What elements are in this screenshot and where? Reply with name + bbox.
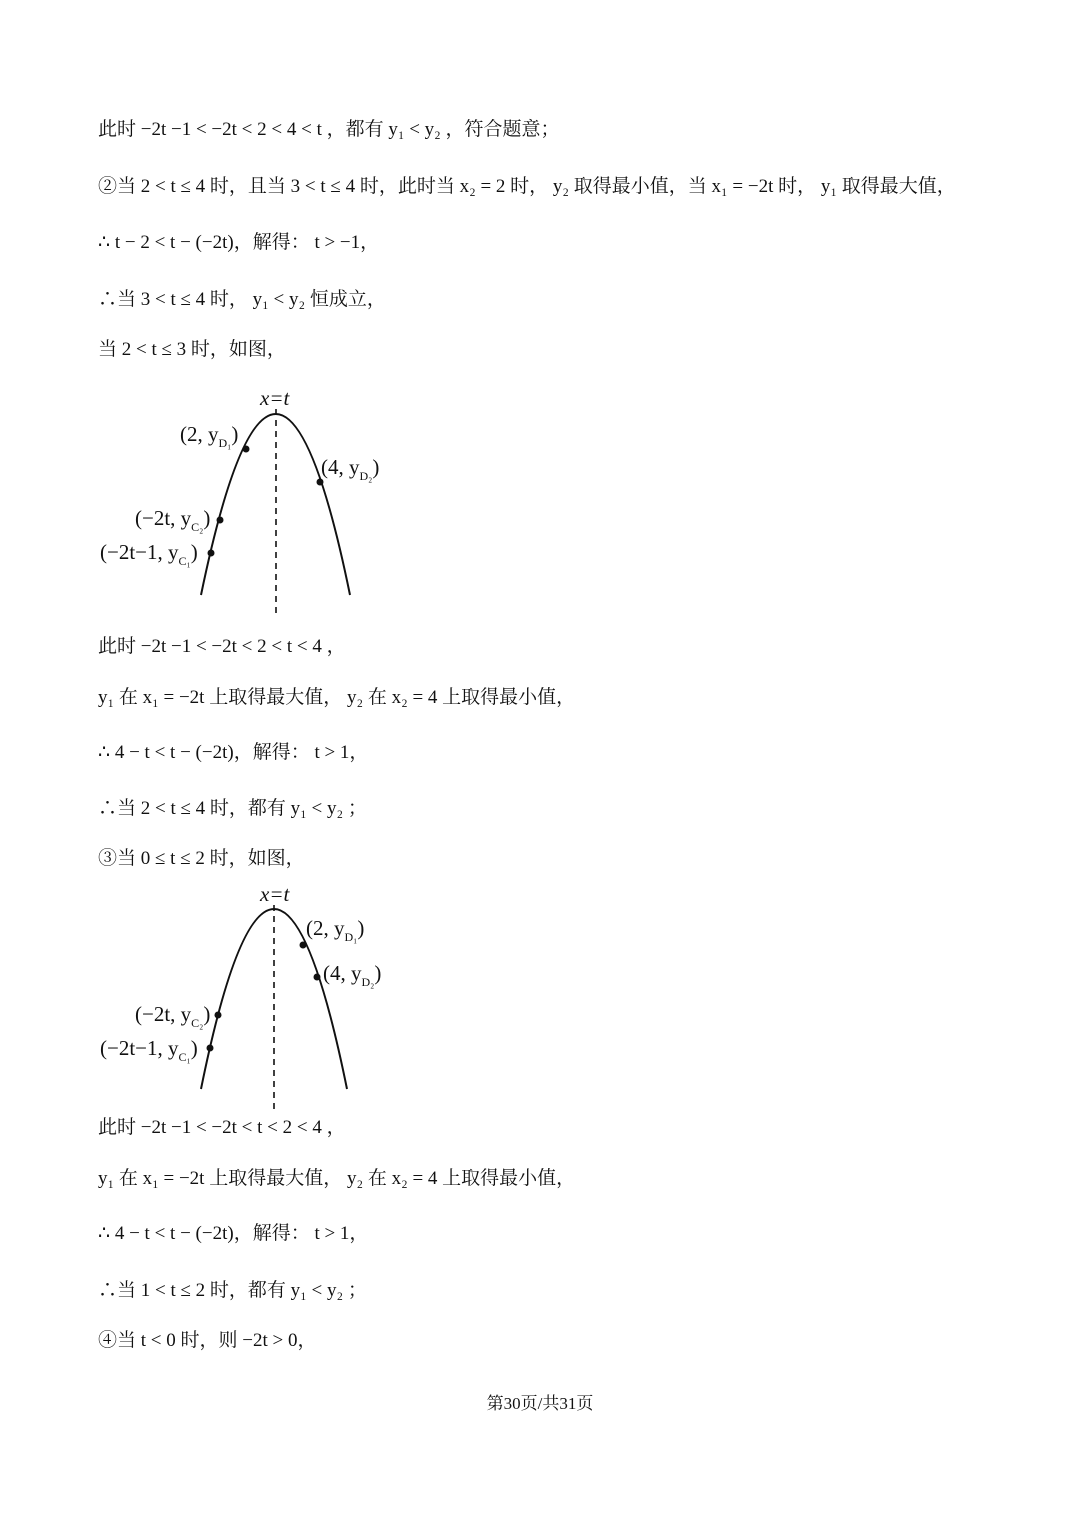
text-line-5: 当 2 < t ≤ 3 时，如图， (98, 339, 286, 360)
text-line-8: ∴ 4 − t < t − (−2t)，解得： t > 1， (98, 742, 369, 763)
label-c2: (−2t, $y_{C_2}$) (135, 1002, 211, 1030)
text-line-6: 此时 −2t −1 < −2t < 2 < t < 4 ， (98, 636, 346, 657)
label-c1: (−2t−1, $y_{C_1}$) (100, 1036, 198, 1064)
point-c1 (208, 550, 215, 557)
label-d2: (4, $y_{D_2}$) (321, 455, 380, 483)
point-c2 (215, 1012, 222, 1019)
text-line-11: 此时 −2t −1 < −2t < t < 2 < 4 ， (98, 1117, 346, 1138)
point-d2 (317, 479, 324, 486)
label-d2: (4, $y_{D_2}$) (323, 961, 382, 989)
text-line-13: ∴ 4 − t < t − (−2t)，解得： t > 1， (98, 1223, 369, 1244)
point-c1 (207, 1045, 214, 1052)
parabola-figure-2 (95, 879, 405, 1114)
text-line-4: ∴当 3 < t ≤ 4 时， y₁ < y₂ 恒成立， (98, 289, 386, 310)
text-line-14: ∴当 1 < t ≤ 2 时，都有 y₁ < y₂ ； (98, 1280, 367, 1301)
text-line-12: y₁ 在 x₁ = −2t 上取得最大值， y₂ 在 x₂ = 4 上取得最小值， (98, 1168, 576, 1189)
point-d1 (300, 942, 307, 949)
label-d1: (2, $y_{D_1}$) (306, 916, 365, 944)
text-line-10: ③当 0 ≤ t ≤ 2 时，如图， (98, 848, 305, 869)
axis-label: x=t (260, 386, 290, 410)
point-d2 (314, 974, 321, 981)
axis-label: x=t (260, 882, 290, 906)
text-line-3: ∴ t − 2 < t − (−2t)，解得： t > −1， (98, 232, 380, 253)
point-d1 (243, 446, 250, 453)
text-line-7: y₁ 在 x₁ = −2t 上取得最大值， y₂ 在 x₂ = 4 上取得最小值， (98, 687, 576, 708)
parabola-figure-1 (95, 383, 405, 618)
label-c1: (−2t−1, $y_{C_1}$) (100, 540, 198, 568)
label-d1: (2, $y_{D_1}$) (180, 422, 239, 450)
text-line-15: ④当 t < 0 时，则 −2t > 0， (98, 1330, 317, 1351)
text-line-1: 此时 −2t −1 < −2t < 2 < 4 < t ，都有 y₁ < y₂ ，符合题意； (98, 119, 560, 140)
text-line-9: ∴当 2 < t ≤ 4 时，都有 y₁ < y₂ ； (98, 798, 367, 819)
label-c2: (−2t, $y_{C_2}$) (135, 506, 211, 534)
page-footer: 第30页/共31页 (486, 1394, 594, 1413)
text-line-2: ②当 2 < t ≤ 4 时，且当 3 < t ≤ 4 时，此时当 x₂ = 2 时， y₂ 取得最小值，当 x₁ = −2t 时， y₁ 取得最大值， (98, 176, 956, 197)
point-c2 (217, 517, 224, 524)
